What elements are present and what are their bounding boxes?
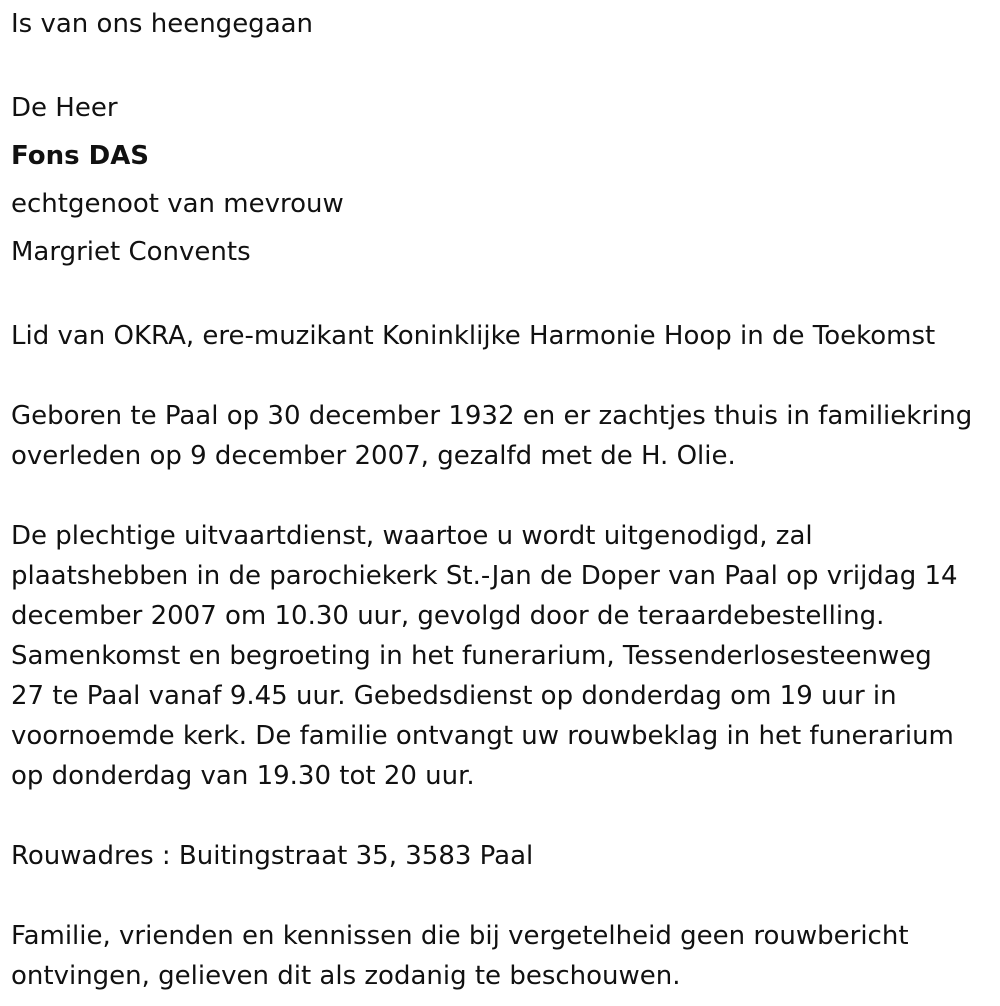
salutation: De Heer: [11, 93, 118, 123]
ceremony-line: 27 te Paal vanaf 9.45 uur. Gebedsdienst op donderdag om 19 uur in: [11, 681, 897, 711]
ceremony-line: De plechtige uitvaartdienst, waartoe u wordt uitgenodigd, zal: [11, 521, 813, 551]
deceased-name: Fons DAS: [11, 141, 150, 171]
birth-death-line: overleden op 9 december 2007, gezalfd met de H. Olie.: [11, 441, 736, 471]
ceremony-line: Samenkomst en begroeting in het funerarium, Tessenderlosesteenweg: [11, 641, 932, 671]
intro-line: Is van ons heengegaan: [11, 9, 314, 39]
birth-death-line: Geboren te Paal op 30 december 1932 en er zachtjes thuis in familiekring: [11, 401, 973, 431]
spacer: [11, 876, 996, 916]
closing-line: Familie, vrienden en kennissen die bij vergetelheid geen rouwbericht: [11, 921, 909, 951]
spacer: [11, 356, 996, 396]
closing-line: ontvingen, gelieven dit als zodanig te beschouwen.: [11, 961, 681, 991]
spouse-name: Margriet Convents: [11, 237, 251, 267]
ceremony-line: plaatshebben in de parochiekerk St.-Jan de Doper van Paal op vrijdag 14: [11, 561, 958, 591]
obituary-notice: [11, 4, 996, 996]
ceremony-line: op donderdag van 19.30 tot 20 uur.: [11, 761, 475, 791]
address-line: Rouwadres : Buitingstraat 35, 3583 Paal: [11, 841, 534, 871]
spacer: [11, 476, 996, 516]
membership-line: Lid van OKRA, ere-muzikant Koninklijke Harmonie Hoop in de Toekomst: [11, 321, 936, 351]
ceremony-line: december 2007 om 10.30 uur, gevolgd door de teraardebestelling.: [11, 601, 885, 631]
ceremony-line: voornoemde kerk. De familie ontvangt uw rouwbeklag in het funerarium: [11, 721, 954, 751]
spacer: [11, 796, 996, 836]
relation-line: echtgenoot van mevrouw: [11, 189, 344, 219]
spacer: [11, 44, 996, 84]
spacer: [11, 276, 996, 316]
